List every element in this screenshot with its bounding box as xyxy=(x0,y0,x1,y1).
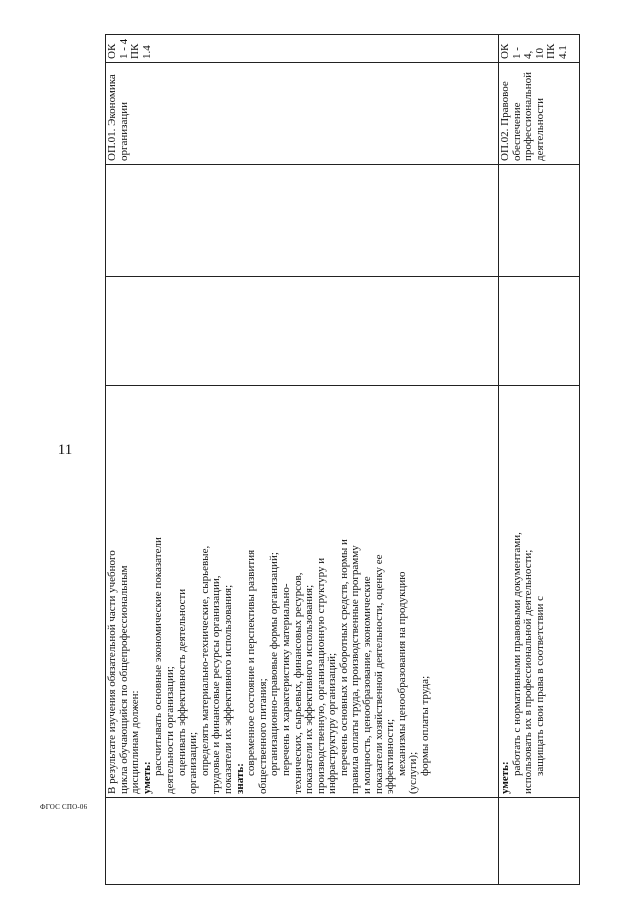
description-line: показатели хозяйственной деятельности, оценку ее xyxy=(372,554,385,794)
table-row xyxy=(106,35,499,885)
competency-code: ОК 1 - 4, 10 xyxy=(499,43,546,59)
description-line: защищать свои права в соответствии с xyxy=(533,595,546,776)
description-line: (услуги); xyxy=(407,751,420,794)
description-line: оценивать эффективность деятельности xyxy=(175,588,188,776)
description-cell xyxy=(106,386,499,798)
section-heading: уметь: xyxy=(499,761,511,794)
description-line: организационно-правовые формы организаций; xyxy=(268,552,281,776)
description-line: дисциплинам должен: xyxy=(129,690,142,794)
description-line: организации; xyxy=(187,731,200,794)
description-line: механизмы ценообразования на продукцию xyxy=(395,571,408,776)
description-line: использовать их в профессиональной деятельности; xyxy=(522,549,535,794)
section-heading: знать: xyxy=(233,763,246,794)
hours-cell xyxy=(106,165,499,277)
hours-max-cell xyxy=(106,277,499,386)
discipline-cell: ОП.01. Экономика организации xyxy=(106,63,499,165)
curriculum-table xyxy=(105,34,580,885)
description-line: перечень и характеристику материально- xyxy=(279,583,292,776)
description-line: современное состояние и перспективы развития xyxy=(245,549,258,776)
description-line: производственную, организационную структуру и xyxy=(314,557,327,794)
competencies-cell xyxy=(106,35,499,63)
description-line: перечень основных и оборотных средств, нормы и xyxy=(337,539,350,776)
page-number: 11 xyxy=(57,442,73,458)
description-line: эффективности; xyxy=(384,718,397,794)
description-cell xyxy=(499,386,580,798)
description-line: рассчитывать основные экономические показатели xyxy=(152,537,165,776)
description-line: показатели их эффективного использования; xyxy=(303,584,316,794)
description-line: работать с нормативными правовыми документами, xyxy=(510,532,523,776)
hours-max-cell xyxy=(499,277,580,386)
footer-code: ФГОС СПО-06 xyxy=(40,803,88,811)
rotated-table-container xyxy=(105,35,580,885)
table-row xyxy=(499,35,580,885)
description-line: показатели их эффективного использования; xyxy=(221,584,234,794)
code-cell xyxy=(499,798,580,885)
description-line: технических, сырьевых, финансовых ресурсов, xyxy=(291,572,304,794)
description-line: трудовые и финансовые ресурсы организации, xyxy=(210,575,223,794)
competencies-cell xyxy=(499,35,580,63)
description-line: общественного питания; xyxy=(256,678,269,794)
discipline-cell: ОП.02. Правовое обеспечение профессиональной деятельности xyxy=(499,63,580,165)
hours-cell xyxy=(499,165,580,277)
description-line: инфраструктуру организаций; xyxy=(326,652,339,794)
description-line: определять материально-технические, сырьевые, xyxy=(198,545,211,776)
code-cell xyxy=(106,798,499,885)
description-line: правила оплаты труда, производственные программу xyxy=(349,545,362,794)
description-line: деятельности организации; xyxy=(163,666,176,794)
description-line: В результате изучения обязательной части учебного xyxy=(106,550,118,794)
description-line: формы оплаты труда; xyxy=(419,675,432,776)
competency-code: ПК 1.4 xyxy=(129,43,153,59)
competency-code: ОК 1 - 4 xyxy=(106,38,130,59)
description-line: и мощность, ценообразование, экономические xyxy=(361,576,374,794)
description-line: цикла обучающийся по общепрофессиональным xyxy=(117,565,130,794)
section-heading: уметь: xyxy=(140,761,153,794)
competency-code: ПК 4.1 xyxy=(545,43,569,59)
